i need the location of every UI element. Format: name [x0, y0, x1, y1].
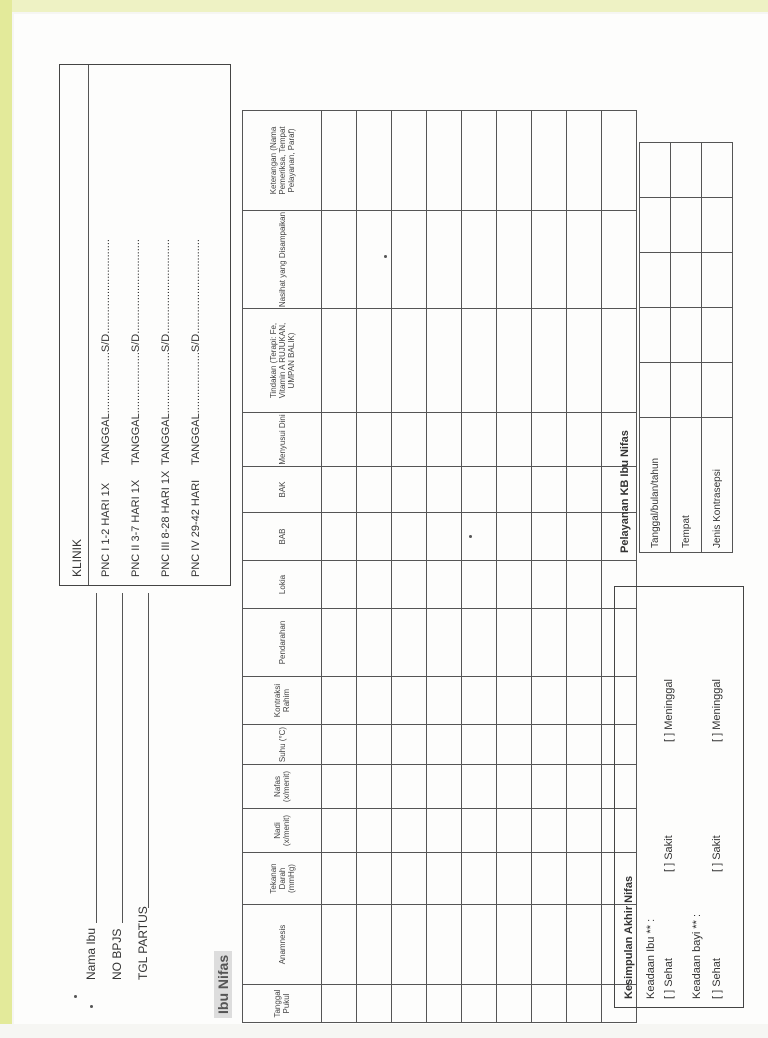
table-cell[interactable]: [497, 609, 532, 677]
label-no-bpjs: NO BPJS: [110, 928, 124, 980]
table-cell[interactable]: [567, 467, 602, 513]
table-cell[interactable]: [532, 677, 567, 725]
table-cell[interactable]: [322, 985, 357, 1023]
kb-cell[interactable]: [671, 143, 702, 198]
pnc-3-tanggal: TANGGAL....................S/D...............................: [160, 239, 172, 465]
table-cell[interactable]: [427, 677, 462, 725]
label-tgl-partus: TGL PARTUS: [136, 906, 150, 980]
keadaan-ibu-label: Keadaan Ibu ** :: [645, 918, 657, 999]
table-cell[interactable]: [497, 467, 532, 513]
bayi-opt-sehat[interactable]: [ ] Sehat: [711, 958, 723, 999]
table-cell[interactable]: [392, 677, 427, 725]
table-cell[interactable]: [567, 561, 602, 609]
table-cell[interactable]: [322, 853, 357, 905]
kb-table: [639, 142, 733, 553]
table-cell[interactable]: [567, 765, 602, 809]
table-cell[interactable]: [322, 513, 357, 561]
scan-top-edge: [0, 0, 768, 12]
table-cell[interactable]: [567, 609, 602, 677]
table-cell[interactable]: [427, 111, 462, 211]
table-cell[interactable]: [462, 561, 497, 609]
table-cell[interactable]: [427, 765, 462, 809]
table-body: [322, 111, 637, 1023]
table-cell[interactable]: [567, 677, 602, 725]
kb-cell[interactable]: [702, 308, 733, 363]
kb-cell[interactable]: [702, 253, 733, 308]
table-cell[interactable]: [322, 725, 357, 765]
table-cell[interactable]: [322, 905, 357, 985]
col-lokia: Lokia: [243, 561, 322, 609]
pnc-4-label: PNC IV 29-42 HARI: [190, 479, 202, 577]
table-cell[interactable]: [532, 853, 567, 905]
col-nafas: Nafas (x/menit): [243, 765, 322, 809]
kb-row-tempat: [671, 143, 702, 553]
col-nadi: Nadi (x/menit): [243, 809, 322, 853]
table-cell[interactable]: [567, 513, 602, 561]
table-cell[interactable]: [427, 413, 462, 467]
table-cell[interactable]: [462, 985, 497, 1023]
table-cell[interactable]: [497, 765, 532, 809]
rotated-form: [14, 38, 768, 1038]
table-cell[interactable]: [322, 309, 357, 413]
table-cell[interactable]: [462, 467, 497, 513]
pnc-1-tanggal: TANGGAL....................S/D...............................: [100, 239, 112, 465]
col-bab: BAB: [243, 513, 322, 561]
kb-cell[interactable]: [640, 198, 671, 253]
table-cell[interactable]: [357, 111, 392, 211]
pnc-1-label: PNC I 1-2 HARI 1X: [100, 482, 112, 577]
col-tanggal-pukul: Tanggal Pukul: [243, 985, 322, 1023]
kesimpulan-title: Kesimpulan Akhir Nifas: [623, 875, 635, 999]
table-cell[interactable]: [322, 765, 357, 809]
form-page: [14, 14, 768, 1024]
table-cell[interactable]: [567, 905, 602, 985]
scan-speck: [469, 535, 472, 538]
table-cell[interactable]: [392, 413, 427, 467]
col-anamnesis: Anamnesis: [243, 905, 322, 985]
table-row: [567, 111, 602, 1023]
table-cell[interactable]: [357, 677, 392, 725]
table-row: [462, 111, 497, 1023]
table-cell[interactable]: [462, 513, 497, 561]
ibu-opt-sakit[interactable]: [ ] Sakit: [663, 835, 675, 872]
table-cell[interactable]: [322, 211, 357, 309]
kb-label-tanggal: Tanggal/bulan/tahun: [640, 418, 671, 553]
kb-row-jenis: [702, 143, 733, 553]
table-cell[interactable]: [532, 309, 567, 413]
table-cell[interactable]: [532, 725, 567, 765]
col-keterangan: Keterangan (Nama Pemeriksa, Tempat Pelayanan, Paraf): [243, 111, 322, 211]
table-cell[interactable]: [462, 677, 497, 725]
table-cell[interactable]: [357, 309, 392, 413]
table-cell[interactable]: [322, 809, 357, 853]
table-cell[interactable]: [532, 809, 567, 853]
scan-speck: [90, 1005, 93, 1008]
kb-cell[interactable]: [702, 143, 733, 198]
table-cell[interactable]: [567, 111, 602, 211]
table-cell[interactable]: [567, 725, 602, 765]
kb-cell[interactable]: [702, 198, 733, 253]
table-cell[interactable]: [462, 309, 497, 413]
table-cell[interactable]: [497, 809, 532, 853]
table-cell[interactable]: [392, 513, 427, 561]
table-cell[interactable]: [602, 111, 637, 211]
pnc-4-tanggal: TANGGAL....................S/D...............................: [190, 239, 202, 465]
table-cell[interactable]: [497, 985, 532, 1023]
table-cell[interactable]: [392, 211, 427, 309]
table-cell[interactable]: [497, 677, 532, 725]
klinik-title: KLINIK: [70, 538, 84, 577]
bayi-opt-sakit[interactable]: [ ] Sakit: [711, 835, 723, 872]
col-tekanan-darah: Tekanan Darah (mmHg): [243, 853, 322, 905]
table-cell[interactable]: [322, 609, 357, 677]
table-cell[interactable]: [322, 561, 357, 609]
nifas-table: [242, 110, 637, 1023]
scan-speck: [384, 255, 387, 258]
kb-row-tanggal: [640, 143, 671, 553]
table-cell[interactable]: [392, 467, 427, 513]
table-cell[interactable]: [567, 309, 602, 413]
table-cell[interactable]: [392, 985, 427, 1023]
table-cell[interactable]: [427, 211, 462, 309]
table-cell[interactable]: [427, 905, 462, 985]
col-kontraksi-rahim: Kontraksi Rahim: [243, 677, 322, 725]
table-cell[interactable]: [532, 561, 567, 609]
table-cell[interactable]: [357, 467, 392, 513]
table-cell[interactable]: [567, 809, 602, 853]
table-cell[interactable]: [392, 905, 427, 985]
kb-label-tempat: Tempat: [671, 418, 702, 553]
ibu-opt-meninggal[interactable]: [ ] Meninggal: [663, 679, 675, 742]
table-cell[interactable]: [392, 111, 427, 211]
table-cell[interactable]: [357, 725, 392, 765]
table-row: [532, 111, 567, 1023]
table-cell[interactable]: [497, 561, 532, 609]
kb-cell[interactable]: [671, 198, 702, 253]
section-label-ibu-nifas: Ibu Nifas: [214, 951, 232, 1018]
table-cell[interactable]: [497, 513, 532, 561]
table-cell[interactable]: [357, 853, 392, 905]
table-cell[interactable]: [462, 413, 497, 467]
kb-cell[interactable]: [702, 363, 733, 418]
table-cell[interactable]: [497, 309, 532, 413]
table-cell[interactable]: [357, 211, 392, 309]
table-cell[interactable]: [392, 725, 427, 765]
table-cell[interactable]: [322, 413, 357, 467]
table-cell[interactable]: [532, 513, 567, 561]
kb-cell[interactable]: [671, 253, 702, 308]
field-line-nama-ibu: [96, 593, 97, 923]
table-cell[interactable]: [462, 609, 497, 677]
table-cell[interactable]: [427, 513, 462, 561]
table-cell[interactable]: [497, 211, 532, 309]
table-cell[interactable]: [532, 111, 567, 211]
table-cell[interactable]: [357, 905, 392, 985]
table-cell[interactable]: [567, 211, 602, 309]
table-cell[interactable]: [567, 985, 602, 1023]
col-nasihat: Nasihat yang Disampaikan: [243, 211, 322, 309]
table-cell[interactable]: [567, 413, 602, 467]
ibu-opt-sehat[interactable]: [ ] Sehat: [663, 958, 675, 999]
table-cell[interactable]: [462, 905, 497, 985]
table-row: [497, 111, 532, 1023]
table-cell[interactable]: [462, 725, 497, 765]
table-cell[interactable]: [427, 309, 462, 413]
kb-cell[interactable]: [640, 308, 671, 363]
table-cell[interactable]: [357, 561, 392, 609]
table-cell[interactable]: [497, 413, 532, 467]
table-cell[interactable]: [322, 677, 357, 725]
kb-cell[interactable]: [640, 143, 671, 198]
table-cell[interactable]: [427, 561, 462, 609]
table-cell[interactable]: [462, 211, 497, 309]
pnc-2-label: PNC II 3-7 HARI 1X: [130, 479, 142, 577]
table-cell[interactable]: [497, 111, 532, 211]
field-line-tgl-partus: [148, 593, 149, 908]
kb-label-jenis: Jenis Kontrasepsi: [702, 418, 733, 553]
table-cell[interactable]: [462, 853, 497, 905]
klinik-box: [59, 64, 231, 586]
table-cell[interactable]: [427, 985, 462, 1023]
table-cell[interactable]: [357, 765, 392, 809]
kb-cell[interactable]: [640, 253, 671, 308]
table-cell[interactable]: [427, 609, 462, 677]
table-cell[interactable]: [602, 211, 637, 309]
table-cell[interactable]: [497, 853, 532, 905]
col-tindakan: Tindakan (Terapi: Fe, Vitamin A RUJUKAN, UMPAN BALIK): [243, 309, 322, 413]
klinik-divider: [88, 65, 89, 585]
table-cell[interactable]: [532, 413, 567, 467]
table-cell[interactable]: [532, 765, 567, 809]
table-cell[interactable]: [532, 905, 567, 985]
keadaan-bayi-label: Keadaan bayi ** :: [691, 913, 703, 999]
pnc-2-tanggal: TANGGAL....................S/D...............................: [130, 239, 142, 465]
table-cell[interactable]: [392, 765, 427, 809]
table-cell[interactable]: [532, 211, 567, 309]
kb-cell[interactable]: [640, 363, 671, 418]
table-cell[interactable]: [532, 985, 567, 1023]
table-cell[interactable]: [357, 513, 392, 561]
table-cell[interactable]: [532, 609, 567, 677]
pnc-3-label: PNC III 8-28 HARI 1X: [160, 470, 172, 577]
table-cell[interactable]: [392, 561, 427, 609]
table-cell[interactable]: [427, 467, 462, 513]
table-cell[interactable]: [567, 853, 602, 905]
table-cell[interactable]: [357, 985, 392, 1023]
table-cell[interactable]: [357, 413, 392, 467]
bayi-opt-meninggal[interactable]: [ ] Meninggal: [711, 679, 723, 742]
col-pendarahan: Pendarahan: [243, 609, 322, 677]
kb-title: Pelayanan KB Ibu Nifas: [619, 430, 631, 553]
kb-cell[interactable]: [671, 308, 702, 363]
col-bak: BAK: [243, 467, 322, 513]
kesimpulan-box: [614, 586, 744, 1008]
scan-left-edge: [0, 0, 12, 1024]
kb-cell[interactable]: [671, 363, 702, 418]
table-cell[interactable]: [427, 809, 462, 853]
col-suhu: Suhu (°C): [243, 725, 322, 765]
table-cell[interactable]: [462, 111, 497, 211]
table-cell[interactable]: [532, 467, 567, 513]
table-cell[interactable]: [497, 725, 532, 765]
table-cell[interactable]: [427, 725, 462, 765]
table-row: [322, 111, 357, 1023]
table-cell[interactable]: [392, 809, 427, 853]
table-row: [427, 111, 462, 1023]
table-cell[interactable]: [602, 309, 637, 413]
table-row: [392, 111, 427, 1023]
table-cell[interactable]: [462, 809, 497, 853]
table-cell[interactable]: [392, 609, 427, 677]
table-row: [357, 111, 392, 1023]
table-header-row: [243, 111, 322, 1023]
table-cell[interactable]: [392, 853, 427, 905]
scan-speck: [74, 995, 77, 998]
table-cell[interactable]: [357, 809, 392, 853]
table-cell[interactable]: [357, 609, 392, 677]
col-menyusui-dini: Menyusui Dini: [243, 413, 322, 467]
table-cell[interactable]: [322, 111, 357, 211]
table-cell[interactable]: [427, 853, 462, 905]
table-cell[interactable]: [462, 765, 497, 809]
label-nama-ibu: Nama Ibu: [84, 927, 98, 980]
field-line-no-bpjs: [122, 593, 123, 923]
table-cell[interactable]: [392, 309, 427, 413]
table-cell[interactable]: [322, 467, 357, 513]
table-cell[interactable]: [497, 905, 532, 985]
